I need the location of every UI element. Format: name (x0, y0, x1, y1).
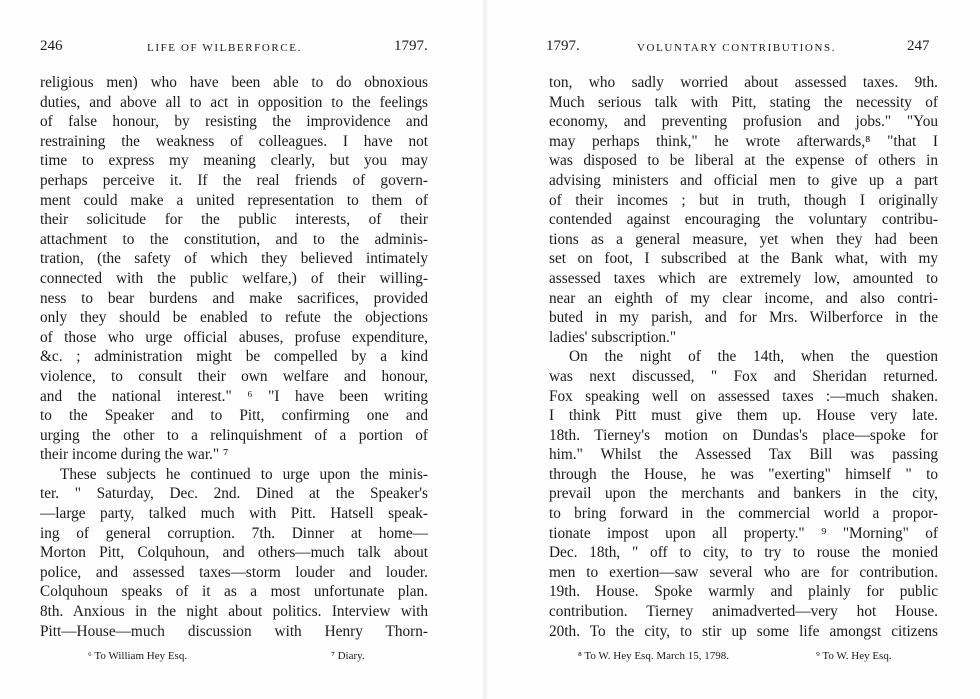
text-line: connected with the public welfare,) of their willing- (40, 269, 428, 287)
left-page-footnotes (0, 650, 480, 666)
text-line: tionate impost upon all property." ⁹ "Morning" of (549, 524, 938, 542)
text-line: ton, who sadly worried about assessed taxes. 9th. (549, 74, 938, 91)
text-line: through the House, he was "exerting" himself " to (549, 465, 938, 483)
text-line: On the night of the 14th, when the question (569, 348, 938, 366)
text-line: Morton Pitt, Colquhoun, and others—much talk about (40, 544, 428, 562)
text-line: religious men) who have been able to do obnoxious (40, 74, 428, 91)
text-line: their income during the war." ⁷ (40, 446, 229, 464)
text-line: buted in my parish, and for Mrs. Wilberforce in the (549, 309, 938, 327)
text-line: &c. ; administration might be compelled by a kind (40, 348, 428, 366)
text-line: him." Whilst the Assessed Tax Bill was passing (549, 446, 938, 464)
text-line: urging the other to a relinquishment of a portion of (40, 426, 428, 444)
text-line: tration, (the safety of which they believed intimately (40, 250, 428, 268)
text-line: assessed taxes which are extremely low, amounted to (549, 269, 938, 287)
text-line: ladies' subscription." (549, 328, 677, 346)
text-line: economy, and preventing profusion and jobs." "You (549, 113, 938, 131)
text-line: tions as a general measure, yet when they had been (549, 230, 938, 248)
page-number: 246 (40, 38, 63, 54)
running-title: VOLUNTARY CONTRIBUTIONS. (637, 42, 837, 54)
page-number: 247 (907, 38, 930, 54)
text-line: —large party, talked much with Pitt. Hatsell speak- (40, 505, 428, 523)
text-line: These subjects he continued to urge upon the minis- (60, 465, 428, 483)
text-line: Dec. 18th, " off to city, to try to rouse the monied (549, 544, 938, 562)
text-line: Fox speaking well on assessed taxes :—much shaken. (549, 387, 938, 405)
text-line: ter. " Saturday, Dec. 2nd. Dined at the Speaker's (40, 485, 428, 503)
text-line: ness to bear burdens and make sacrifices, provided (40, 289, 428, 307)
text-line: 19th. House. Spoke warmly and plainly for public (549, 583, 938, 601)
footnote: ⁶ To William Hey Esq. (88, 650, 188, 662)
text-line: set on foot, I subscribed at the Bank what, with my (549, 250, 938, 268)
text-line: I think Pitt must give them up. House very late. (549, 407, 938, 425)
right-page-header (490, 38, 980, 60)
text-line: contribution. Tierney animadverted—very hot House. (549, 603, 938, 621)
text-line: of those who urge official abuses, profuse expenditure, (40, 328, 428, 346)
text-line: contended against encouraging the voluntary contribu- (549, 211, 938, 229)
right-page (490, 0, 980, 699)
text-line: duties, and above all to act in opposition to the feelings (40, 93, 428, 111)
running-title: LIFE OF WILBERFORCE. (147, 42, 302, 54)
text-line: prevail upon the merchants and bankers in the city, (549, 485, 938, 503)
text-line: attachment to the constitution, and to the adminis- (40, 230, 428, 248)
text-line: only they should be enabled to refute the objections (40, 309, 428, 327)
text-line: of their incomes ; but in truth, though I originally (549, 191, 938, 209)
text-line: men to exertion—saw several who are for contribution. (549, 563, 938, 581)
right-page-body (549, 73, 938, 641)
text-line: their solicitude for the public interests, of their (40, 211, 428, 229)
text-line: time to express my meaning clearly, but you may (40, 152, 428, 170)
text-line: perhaps perceive it. If the real friends of govern- (40, 171, 428, 189)
text-line: was disposed to be liberal at the expense of others in (549, 152, 938, 170)
page-year: 1797. (546, 38, 580, 54)
text-line: advising ministers and official men to give up a part (549, 171, 938, 189)
text-line: and the national interest." ⁶ "I have been writing (40, 387, 428, 405)
page-year: 1797. (394, 38, 428, 54)
text-line: 8th. Anxious in the night about politics. Interview with (40, 603, 428, 621)
text-line: Colquhoun speaks of it as a most unfortunate plan. (40, 583, 428, 601)
footnote: ⁷ Diary. (331, 650, 365, 662)
text-line: violence, to consult their own welfare and honour, (40, 367, 428, 385)
text-line: 20th. To the city, to stir up some life amongst citizens (549, 622, 938, 640)
text-line: to the Speaker and to Pitt, confirming one and (40, 407, 428, 425)
footnote: ⁸ To W. Hey Esq. March 15, 1798. (578, 650, 730, 662)
text-line: near an eighth of my clear income, and also contri- (549, 289, 938, 307)
right-page-footnotes (490, 650, 980, 666)
text-line: police, and assessed taxes—storm louder and louder. (40, 563, 428, 581)
left-page-body (40, 73, 428, 641)
left-page (0, 0, 480, 699)
text-line: ment could make a united representation to them of (40, 191, 428, 209)
book-gutter (482, 0, 488, 699)
text-line: may perhaps think," he wrote afterwards,⁸ "that I (549, 132, 938, 150)
text-line: restraining the weakness of colleagues. I have not (40, 132, 428, 150)
text-line: was next discussed, " Fox and Sheridan returned. (549, 367, 938, 385)
text-line: Pitt—House—much discussion with Henry Thorn- (40, 622, 428, 640)
left-page-header (0, 38, 480, 60)
text-line: of false honour, by resisting the improvidence and (40, 113, 428, 131)
text-line: to bring forward in the commercial world a propor- (549, 505, 938, 523)
footnote: ⁹ To W. Hey Esq. (816, 650, 892, 662)
text-line: ing of general corruption. 7th. Dinner at home— (40, 524, 428, 542)
text-line: Much serious talk with Pitt, stating the necessity of (549, 93, 938, 111)
text-line: 18th. Tierney's motion on Dundas's place—spoke for (549, 426, 938, 444)
